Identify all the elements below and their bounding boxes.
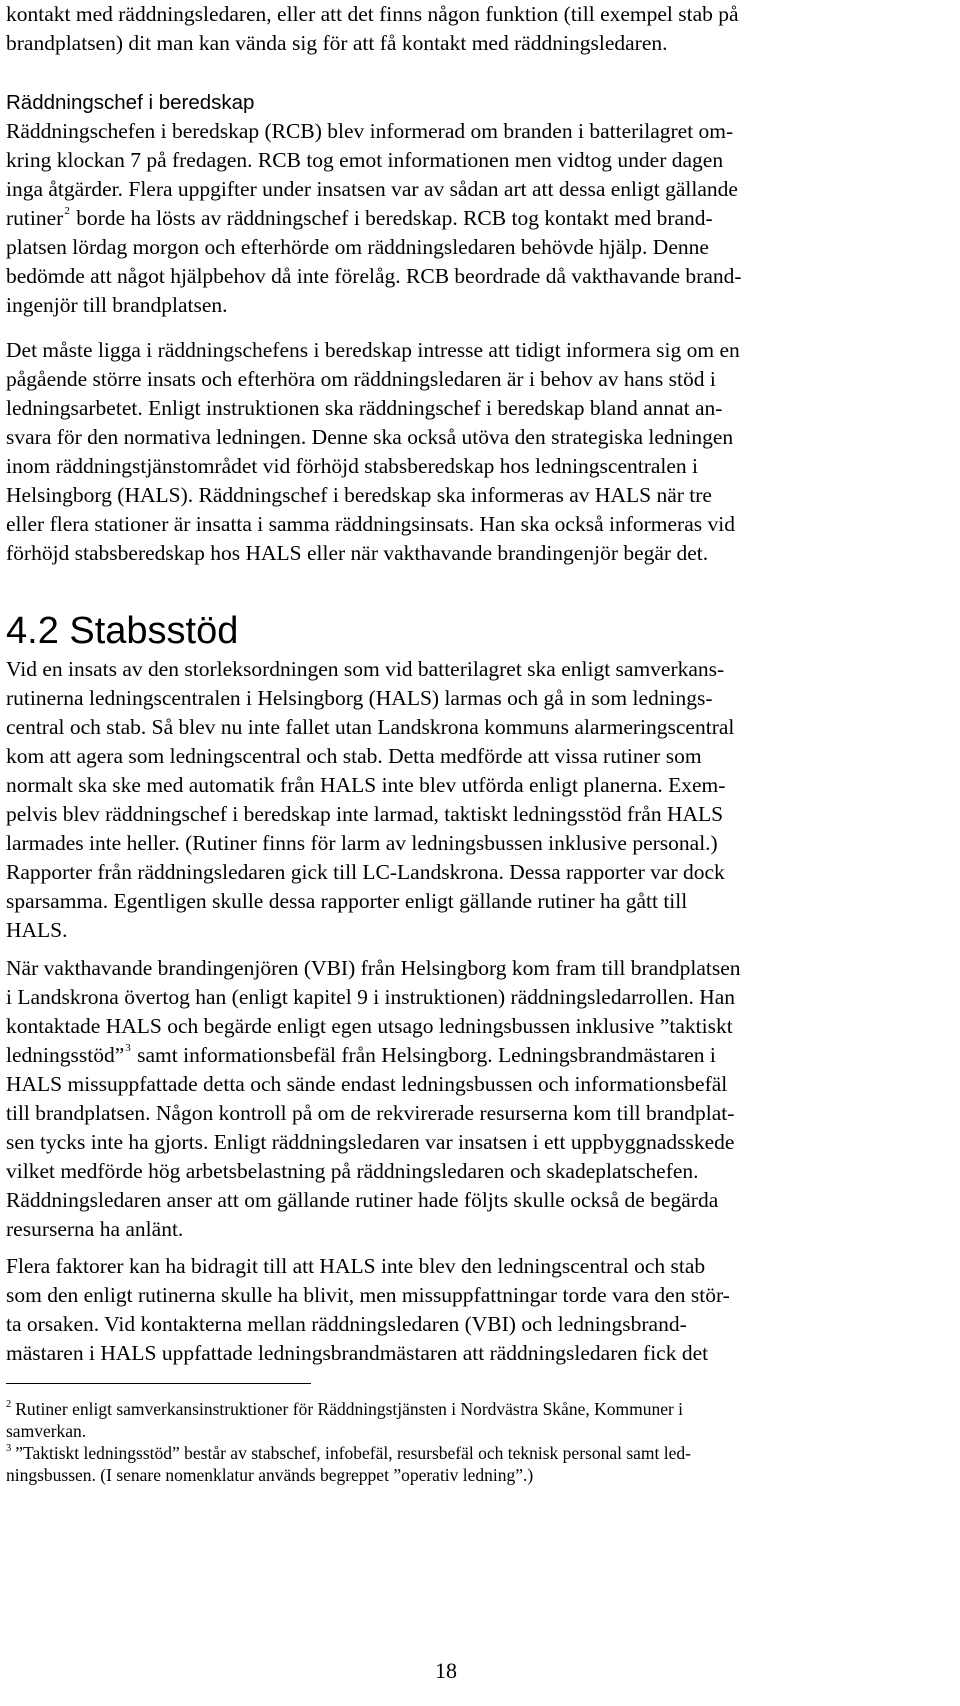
text-line: Helsingborg (HALS). Räddningschef i beredskap ska informeras av HALS när tre xyxy=(6,483,712,507)
footnote-text: Rutiner enligt samverkansinstruktioner för Räddningstjänsten i Nordvästra Skåne, Kommuner i xyxy=(15,1399,684,1419)
text-line-with-footnote xyxy=(6,1041,741,1070)
text-fragment: rutiner xyxy=(6,206,64,230)
text-line: till brandplatsen. Någon kontroll på om de rekvirerade resurserna kom till brandplat- xyxy=(6,1101,735,1125)
text-line: kontakt med räddningsledaren, eller att det finns någon funktion (till exempel stab på xyxy=(6,2,739,26)
footnote-text: ”Taktiskt ledningsstöd” består av stabschef, infobefäl, resursbefäl och teknisk personal samt led- xyxy=(15,1443,691,1463)
text-line: Flera faktorer kan ha bidragit till att HALS inte blev den ledningscentral och stab xyxy=(6,1254,706,1278)
rcb-section xyxy=(6,88,742,320)
section-subheading: Räddningschef i beredskap xyxy=(6,91,255,114)
text-line: Räddningsledaren anser att om gällande rutiner hade följts skulle också de begärda xyxy=(6,1188,719,1212)
text-fragment: ledningsstöd” xyxy=(6,1043,125,1067)
stabsstod-paragraph-3 xyxy=(6,1252,730,1368)
text-line: mästaren i HALS uppfattade ledningsbrandmästaren att räddningsledaren fick det xyxy=(6,1341,709,1365)
text-line: Räddningschefen i beredskap (RCB) blev informerad om branden i batterilagret om- xyxy=(6,119,734,143)
text-line: kring klockan 7 på fredagen. RCB tog emot informationen men vidtog under dagen xyxy=(6,148,724,172)
text-line: Vid en insats av den storleksordningen som vid batterilagret ska enligt samverkans- xyxy=(6,657,725,681)
text-line: som den enligt rutinerna skulle ha blivit, men missuppfattningar torde vara den stör- xyxy=(6,1283,730,1307)
text-line: pågående större insats och efterhöra om räddningsledaren är i behov av hans stöd i xyxy=(6,367,716,391)
text-line: kontaktade HALS och begärde enligt egen utsago ledningsbussen inklusive ”taktiskt xyxy=(6,1014,733,1038)
footnote-marker: 2 xyxy=(6,1399,12,1410)
text-line: HALS. xyxy=(6,918,68,942)
text-line: förhöjd stabsberedskap hos HALS eller när vakthavande brandingenjör begär det. xyxy=(6,541,709,565)
text-line: inom räddningstjänstområdet vid förhöjd stabsberedskap hos ledningscentralen i xyxy=(6,454,699,478)
text-line: normalt ska ske med automatik från HALS inte blev utförda enligt planerna. Exem- xyxy=(6,773,726,797)
text-line: sen tycks inte ha gjorts. Enligt räddningsledaren var insatsen i ett uppbyggnadsskede xyxy=(6,1130,735,1154)
stabsstod-paragraph-2 xyxy=(6,954,741,1244)
text-line: i Landskrona övertog han (enligt kapitel 9 i instruktionen) räddningsledarrollen. Han xyxy=(6,985,736,1009)
text-line-with-footnote xyxy=(6,204,742,233)
text-line: inga åtgärder. Flera uppgifter under insatsen var av sådan art att dessa enligt gällande xyxy=(6,177,738,201)
intro-paragraph xyxy=(6,0,739,58)
section-heading: 4.2 Stabsstöd xyxy=(6,610,239,652)
text-line: pelvis blev räddningschef i beredskap inte larmad, taktiskt ledningsstöd från HALS xyxy=(6,802,724,826)
text-line: Rapporter från räddningsledaren gick till LC-Landskrona. Dessa rapporter var dock xyxy=(6,860,725,884)
text-line: larmades inte heller. (Rutiner finns för larm av ledningsbussen inklusive personal.) xyxy=(6,831,718,855)
text-fragment: borde ha lösts av räddningschef i beredskap. RCB tog kontakt med brand- xyxy=(70,206,713,230)
text-line: bedömde att något hjälpbehov då inte förelåg. RCB beordrade då vakthavande brand- xyxy=(6,264,742,288)
interest-paragraph xyxy=(6,336,740,568)
text-line: brandplatsen) dit man kan vända sig för att få kontakt med räddningsledaren. xyxy=(6,31,668,55)
text-line: HALS missuppfattade detta och sände endast ledningsbussen och informationsbefäl xyxy=(6,1072,728,1096)
footnote-marker: 3 xyxy=(6,1443,12,1454)
text-line: svara för den normativa ledningen. Denne ska också utöva den strategiska ledningen xyxy=(6,425,734,449)
footnote-reference: 2 xyxy=(64,205,70,217)
footnote-separator xyxy=(6,1383,311,1384)
footnote-text: samverkan. xyxy=(6,1421,87,1441)
page-number: 18 xyxy=(435,1658,457,1683)
stabsstod-paragraph-1 xyxy=(6,655,734,945)
text-line: eller flera stationer är insatta i samma räddningsinsats. Han ska också informeras vid xyxy=(6,512,735,536)
text-fragment: samt informationsbefäl från Helsingborg. Ledningsbrandmästaren i xyxy=(131,1043,716,1067)
text-line: resurserna ha anlänt. xyxy=(6,1217,184,1241)
text-line: När vakthavande brandingenjören (VBI) från Helsingborg kom fram till brandplatsen xyxy=(6,956,741,980)
text-line: ta orsaken. Vid kontakterna mellan räddningsledaren (VBI) och ledningsbrand- xyxy=(6,1312,687,1336)
footnote-2 xyxy=(6,1398,691,1420)
footnotes xyxy=(6,1398,691,1486)
text-line: Det måste ligga i räddningschefens i beredskap intresse att tidigt informera sig om en xyxy=(6,338,740,362)
footnote-text: ningsbussen. (I senare nomenklatur används begreppet ”operativ ledning”.) xyxy=(6,1465,534,1485)
text-line: kom att agera som ledningscentral och stab. Detta medförde att vissa rutiner som xyxy=(6,744,702,768)
text-line: rutinerna ledningscentralen i Helsingborg (HALS) larmas och gå in som lednings- xyxy=(6,686,713,710)
text-line: platsen lördag morgon och efterhörde om räddningsledaren behövde hjälp. Denne xyxy=(6,235,709,259)
text-line: ledningsarbetet. Enligt instruktionen ska räddningschef i beredskap bland annat an- xyxy=(6,396,723,420)
footnote-3 xyxy=(6,1442,691,1464)
text-line: central och stab. Så blev nu inte fallet utan Landskrona kommuns alarmeringscentral xyxy=(6,715,735,739)
text-line: ingenjör till brandplatsen. xyxy=(6,293,228,317)
footnote-reference: 3 xyxy=(125,1042,131,1054)
text-line: sparsamma. Egentligen skulle dessa rapporter enligt gällande rutiner ha gått till xyxy=(6,889,688,913)
text-line: vilket medförde hög arbetsbelastning på räddningsledaren och skadeplatschefen. xyxy=(6,1159,699,1183)
